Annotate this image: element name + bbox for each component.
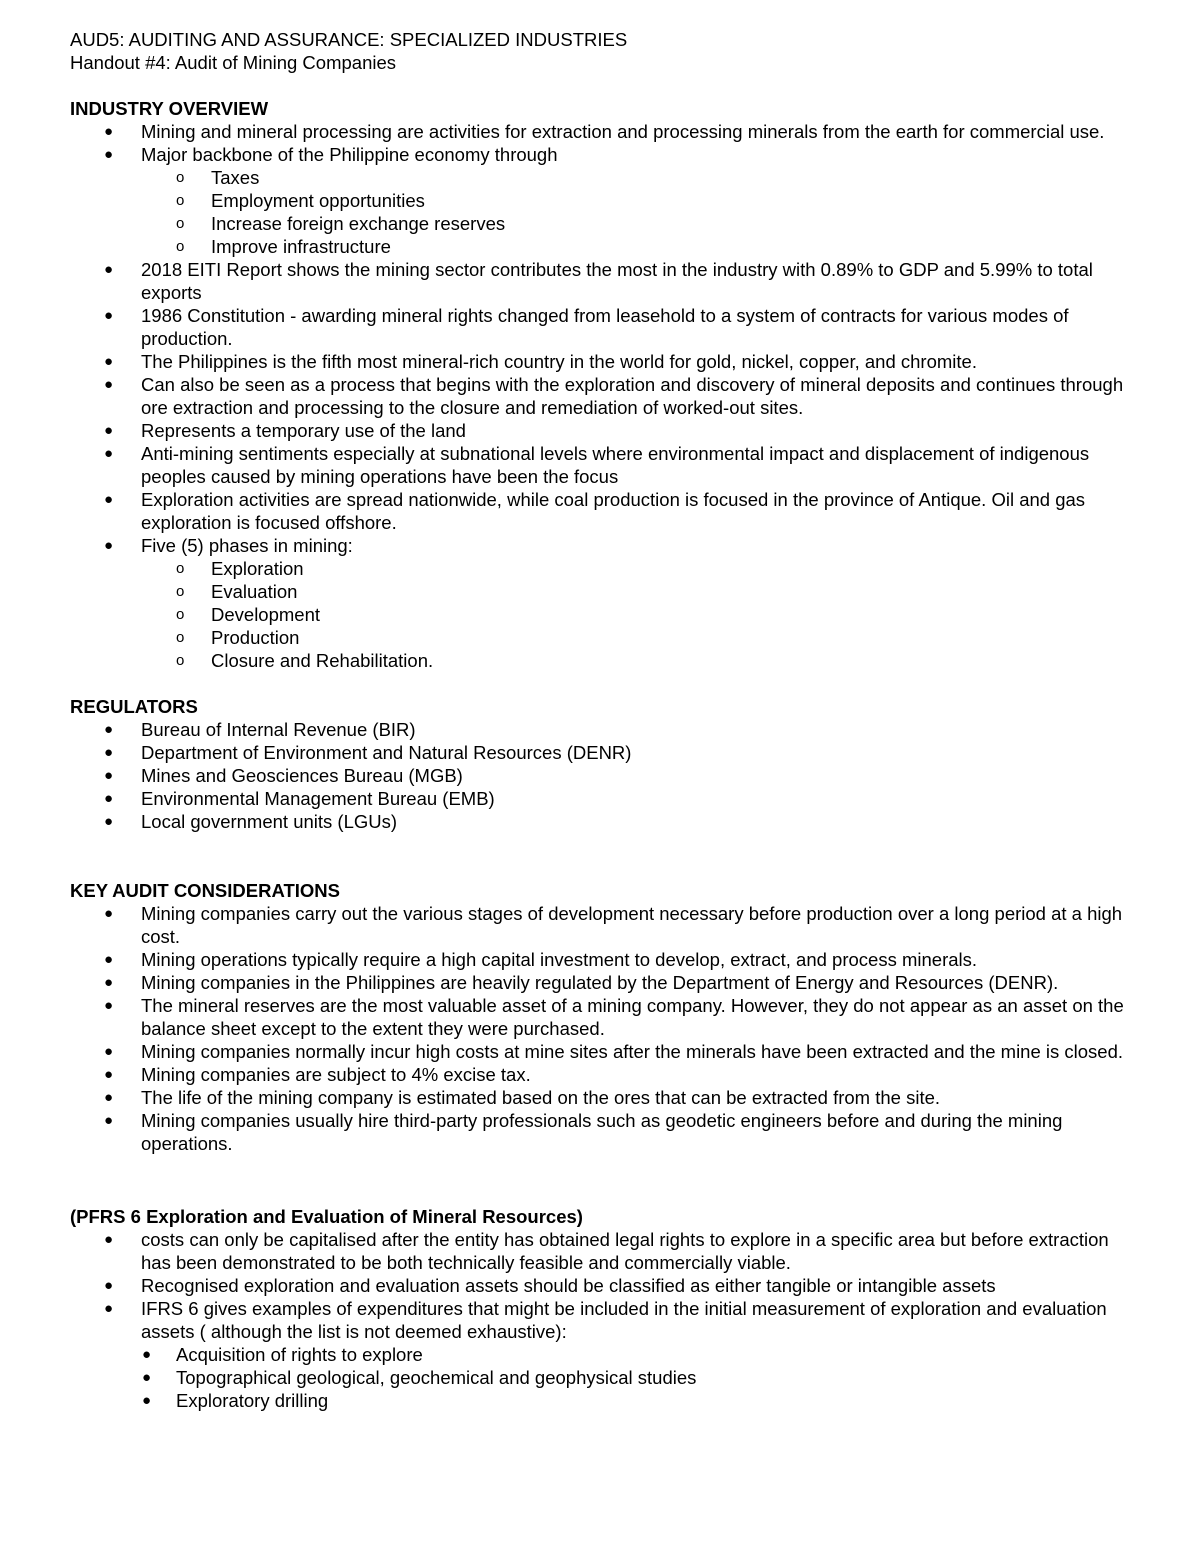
key-audit-list — [70, 902, 1132, 1155]
pfrs6-list — [70, 1228, 1132, 1412]
bullet-icon: ● — [104, 974, 114, 991]
list-item: ● Anti-mining sentiments especially at subnational levels where environmental impact and displacement of indigenous peoples caused by mining operations have been the focus — [104, 443, 1090, 487]
bullet-icon: ● — [104, 744, 114, 761]
bullet-icon: ● — [104, 721, 114, 738]
sub-list-item: o Employment opportunities — [176, 190, 425, 211]
bullet-icon: ● — [104, 307, 114, 324]
list-item: ● Mines and Geosciences Bureau (MGB) — [104, 765, 463, 786]
list-item: ● The life of the mining company is estimated based on the ores that can be extracted from the site. — [104, 1087, 941, 1108]
bullet-icon: ● — [104, 123, 114, 140]
sub-list-item: o Exploration — [176, 558, 304, 579]
circle-bullet-icon: o — [176, 652, 185, 669]
regulators-list — [70, 718, 1132, 833]
industry-overview-heading: INDUSTRY OVERVIEW — [70, 98, 269, 119]
list-item: ● 2018 EITI Report shows the mining sector contributes the most in the industry with 0.89% to GDP and 5.99% to total exports — [104, 259, 1093, 303]
circle-bullet-icon: o — [176, 606, 185, 623]
bullet-icon: ● — [104, 1089, 114, 1106]
list-item: ● Bureau of Internal Revenue (BIR) — [104, 719, 416, 740]
bullet-icon: ● — [104, 905, 114, 922]
list-item: ● IFRS 6 gives examples of expenditures that might be included in the initial measurement of exploration and evaluation assets ( although the list is not deemed exhaustive): — [104, 1298, 1107, 1342]
list-item: ● Recognised exploration and evaluation assets should be classified as either tangible or intangible assets — [104, 1275, 996, 1296]
list-item: ● Mining companies in the Philippines are heavily regulated by the Department of Energy and Resources (DENR). — [104, 972, 1059, 993]
list-item: ● Environmental Management Bureau (EMB) — [104, 788, 495, 809]
bullet-icon: ● — [104, 997, 114, 1014]
bullet-icon: ● — [104, 1066, 114, 1083]
sub-list-item: ● Exploratory drilling — [142, 1390, 329, 1411]
bullet-icon: ● — [104, 261, 114, 278]
list-item: ● Local government units (LGUs) — [104, 811, 398, 832]
list-item: ● Exploration activities are spread nationwide, while coal production is focused in the province of Antique. Oil and gas exploration is focused offshore. — [104, 489, 1086, 533]
bullet-icon: ● — [104, 1231, 114, 1248]
bullet-icon: ● — [104, 353, 114, 370]
sub-list-item: ● Acquisition of rights to explore — [142, 1344, 423, 1365]
list-item: ● Mining companies are subject to 4% excise tax. — [104, 1064, 531, 1085]
circle-bullet-icon: o — [176, 215, 185, 232]
bullet-icon: ● — [104, 1112, 114, 1129]
bullet-icon: ● — [104, 537, 114, 554]
bullet-icon: ● — [142, 1369, 152, 1386]
circle-bullet-icon: o — [176, 192, 185, 209]
circle-bullet-icon: o — [176, 629, 185, 646]
bullet-icon: ● — [104, 1043, 114, 1060]
bullet-icon: ● — [104, 767, 114, 784]
sub-list-item: o Improve infrastructure — [176, 236, 391, 257]
industry-overview-list — [70, 120, 1132, 672]
regulators-heading: REGULATORS — [70, 696, 198, 717]
list-item: ● The mineral reserves are the most valuable asset of a mining company. However, they do not appear as an asset on the balance sheet except to the extent they were purchased. — [104, 995, 1124, 1039]
list-item: ● Mining and mineral processing are activities for extraction and processing minerals from the earth for commercial use. — [104, 121, 1105, 142]
bullet-icon: ● — [104, 813, 114, 830]
bullet-icon: ● — [104, 1277, 114, 1294]
key-audit-heading: KEY AUDIT CONSIDERATIONS — [70, 880, 340, 901]
list-item: ● 1986 Constitution - awarding mineral rights changed from leasehold to a system of contracts for various modes of production. — [104, 305, 1069, 349]
list-item: ● Department of Environment and Natural Resources (DENR) — [104, 742, 632, 763]
pfrs6-heading: (PFRS 6 Exploration and Evaluation of Mineral Resources) — [70, 1206, 583, 1227]
document-page — [70, 28, 1132, 1412]
circle-bullet-icon: o — [176, 238, 185, 255]
bullet-icon: ● — [104, 376, 114, 393]
list-item: ● Mining companies usually hire third-party professionals such as geodetic engineers before and during the mining operations. — [104, 1110, 1063, 1154]
sub-list-item: ● Topographical geological, geochemical and geophysical studies — [142, 1367, 697, 1388]
bullet-icon: ● — [104, 951, 114, 968]
list-item: ● Major backbone of the Philippine economy through — [104, 144, 558, 165]
list-item: ● Mining operations typically require a high capital investment to develop, extract, and process minerals. — [104, 949, 978, 970]
list-item: ● The Philippines is the fifth most mineral-rich country in the world for gold, nickel, copper, and chromite. — [104, 351, 977, 372]
list-item: ● costs can only be capitalised after the entity has obtained legal rights to explore in a specific area but before extraction has been demonstrated to be both technically feasible and commercially viable. — [104, 1229, 1109, 1273]
handout-title: Handout #4: Audit of Mining Companies — [70, 52, 397, 73]
bullet-icon: ● — [104, 491, 114, 508]
circle-bullet-icon: o — [176, 169, 185, 186]
bullet-icon: ● — [104, 1300, 114, 1317]
bullet-icon: ● — [142, 1346, 152, 1363]
circle-bullet-icon: o — [176, 583, 185, 600]
circle-bullet-icon: o — [176, 560, 185, 577]
list-item: ● Five (5) phases in mining: — [104, 535, 353, 556]
sub-list-item: o Taxes — [176, 167, 260, 188]
bullet-icon: ● — [104, 445, 114, 462]
bullet-icon: ● — [142, 1392, 152, 1409]
sub-list-item: o Closure and Rehabilitation. — [176, 650, 434, 671]
list-item: ● Mining companies normally incur high costs at mine sites after the minerals have been extracted and the mine is closed. — [104, 1041, 1124, 1062]
sub-list-item: o Evaluation — [176, 581, 298, 602]
course-title: AUD5: AUDITING AND ASSURANCE: SPECIALIZED INDUSTRIES — [70, 29, 628, 50]
list-item: ● Can also be seen as a process that begins with the exploration and discovery of mineral deposits and continues through ore extraction and processing to the closure and remediation of worked-out sites. — [104, 374, 1124, 418]
list-item: ● Represents a temporary use of the land — [104, 420, 466, 441]
sub-list-item: o Development — [176, 604, 321, 625]
sub-list-item: o Increase foreign exchange reserves — [176, 213, 506, 234]
bullet-icon: ● — [104, 146, 114, 163]
bullet-icon: ● — [104, 790, 114, 807]
sub-list-item: o Production — [176, 627, 300, 648]
bullet-icon: ● — [104, 422, 114, 439]
list-item: ● Mining companies carry out the various stages of development necessary before production over a long period at a high cost. — [104, 903, 1123, 947]
